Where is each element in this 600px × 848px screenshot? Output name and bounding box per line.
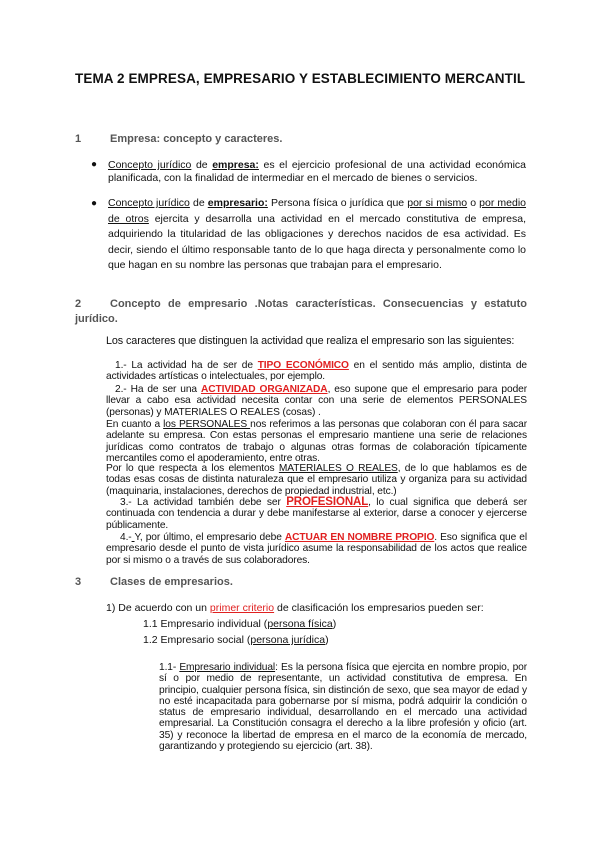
text: de (189, 197, 208, 209)
paragraph: Los caracteres que distinguen la actividad que realiza el empresario son las siguientes: (106, 335, 515, 347)
highlight-term: ACTIVIDAD ORGANIZADA (200, 384, 328, 395)
term-bold: empresa: (212, 159, 259, 171)
section-number: 3 (75, 576, 82, 588)
text: Y, por último, el empresario debe (134, 532, 285, 543)
section-title: Empresa: concepto y caracteres. (110, 133, 283, 145)
bullet-icon: ● (91, 159, 98, 170)
text: 1.2 Empresario social ( (143, 634, 251, 646)
underlined-text: persona jurídica (250, 634, 326, 646)
text: ejercita y desarrolla una actividad en el mercado constitutiva de empresa, adquiriendo la titularidad de las obligaciones y derechos nacidos de esa actividad. Es decir, siendo el último responsable tanto de lo que haga directa y personalmente como lo que hagan en su nombre las personas que trabajan para el empresario. (108, 212, 526, 271)
text: Por lo que respecta a los elementos (106, 463, 279, 474)
bullet-item (91, 196, 527, 274)
underlined-text: MATERIALES O REALES (278, 463, 398, 474)
text: ) (332, 618, 337, 630)
text: Persona física o jurídica que (267, 197, 408, 209)
section-2-heading (75, 297, 527, 327)
paragraph (106, 602, 484, 614)
text: 1.1 Empresario individual ( (143, 618, 268, 630)
text: de (191, 159, 213, 171)
paragraph (106, 384, 527, 418)
underlined-text: los PERSONALES (163, 419, 251, 430)
highlight-term: TIPO ECONÓMICO (257, 360, 349, 371)
paragraph (106, 532, 527, 566)
underlined-text: por si mismo (407, 197, 468, 209)
section-title: Concepto de empresario .Notas características. Consecuencias y estatuto jurídico. (75, 298, 527, 325)
text: 1.1- (159, 662, 180, 673)
text: 4.- (120, 532, 132, 543)
section-number: 2 (75, 298, 82, 310)
text: , eso supone que el empresario para poder llevar a cabo esa actividad necesita contar con una serie de elementos PERSONALES (personas) y MATERIALES O REALES (cosas) . (106, 384, 527, 418)
text: ) (325, 634, 329, 646)
list-item (143, 618, 336, 630)
underlined-text: Empresario individual (179, 662, 276, 673)
underlined-text: por medio de otros (108, 197, 527, 225)
text: de clasificación los empresarios pueden ser: (274, 602, 484, 614)
list-item (143, 634, 329, 646)
paragraph (106, 360, 527, 383)
text: 3.- La actividad también debe ser (120, 497, 287, 508)
term-link: Concepto jurídico (108, 159, 192, 171)
text: 1) De acuerdo con un (106, 602, 210, 614)
highlight-term: ACTUAR EN NOMBRE PROPIO (284, 532, 435, 543)
text: En cuanto a (106, 419, 164, 430)
bullet-item (91, 159, 527, 184)
text: nos referimos a las personas que colaboran con él para sacar adelante su empresa. Con estas personas el empresario mantiene una serie de relaciones jurídicas como contratos de trabajo o algunas otras formas de colaboración típicamente mercantiles como el apoderamiento, entre otras. (106, 419, 527, 464)
text: : Es la persona física que ejercita en nombre propio, por sí o por medio de representante, un actividad constitutiva de empresa. En principio, cualquier persona física, sin distinción de sexo, que sea mayor de edad y no esté incapacitada para gobernarse por sí misma, podrá adquirir la condición o status de empresario individual, desarrollando en el mercado una actividad empresarial. La Constitución consagra el derecho a la libre profesión y oficio (art. 35) y reconoce la libertad de empresa en el marco de la economía de mercado, garantizando y protegiendo su ejercicio (art. 38). (159, 662, 528, 753)
section-title: Clases de empresarios. (110, 576, 233, 588)
term-bold: empresario: (207, 197, 268, 209)
text: en el sentido más amplio, distinta de actividades artísticas o intelectuales, por ejemplo. (106, 360, 527, 383)
text: o (467, 197, 480, 209)
bullet-icon: ● (91, 198, 98, 209)
text: 1.- La actividad ha de ser de (115, 360, 258, 371)
paragraph (106, 463, 527, 497)
text: , lo cual significa que deberá ser continuada con tendencia a durar y debe manifestarse al exterior, darse a conocer y ejercerse públicamente. (106, 497, 527, 531)
text: 2.- Ha de ser una (115, 384, 201, 395)
section-number: 1 (75, 133, 82, 145)
text: , de lo que hablamos es de todas esas cosas de distinta naturaleza que el empresario utiliza y organiza para su actividad (maquinaria, instalaciones, derechos de propiedad industrial, etc.) (106, 463, 527, 497)
text: . Eso significa que el empresario desde el punto de vista jurídico asume la responsabilidad de los actos que realice por si mismo o a través de sus colaboradores. (106, 532, 527, 566)
paragraph (106, 497, 527, 531)
highlight-term: primer criterio (209, 602, 275, 614)
page-title: TEMA 2 EMPRESA, EMPRESARIO Y ESTABLECIMIENTO MERCANTIL (75, 71, 526, 86)
term-link: Concepto jurídico (108, 197, 190, 209)
paragraph (106, 419, 527, 464)
paragraph (159, 662, 527, 752)
text: es el ejercicio profesional de una actividad económica planificada, con la finalidad de intermediar en el mercado de bienes o servicios. (108, 159, 527, 184)
highlight-term: PROFESIONAL (286, 496, 369, 508)
underlined-text: persona física (267, 618, 333, 630)
